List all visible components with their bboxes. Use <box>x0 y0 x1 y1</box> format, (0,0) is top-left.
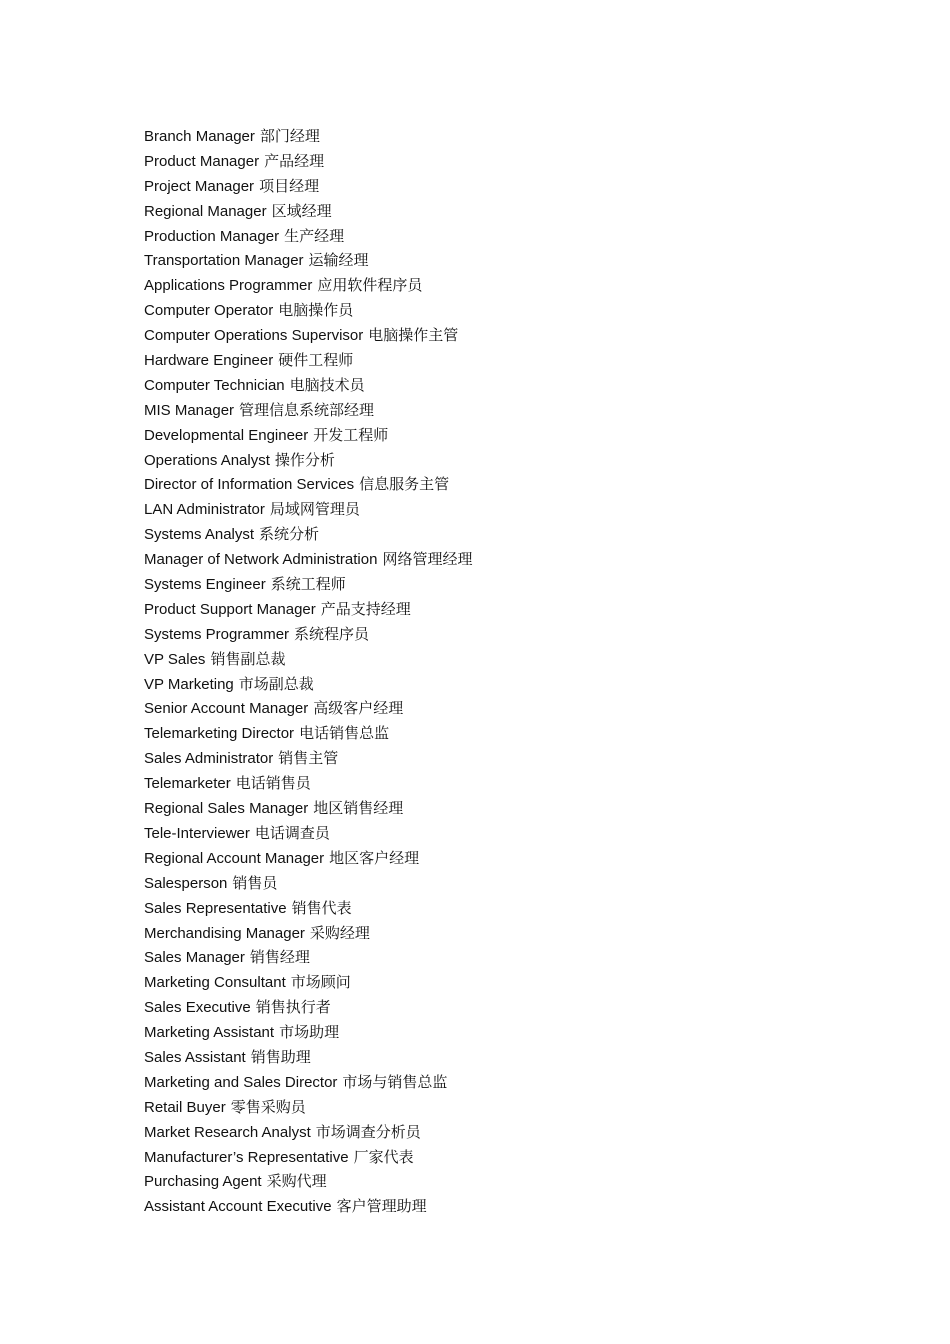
job-title-chinese: 采购经理 <box>309 923 370 942</box>
list-item <box>144 174 472 199</box>
list-item <box>144 1070 472 1095</box>
job-title-chinese: 销售执行者 <box>255 998 331 1017</box>
job-title-english: Assistant Account Executive <box>144 1198 332 1216</box>
job-title-english: Systems Engineer <box>144 576 266 594</box>
job-title-english: Director of Information Services <box>144 476 355 494</box>
list-item <box>144 771 472 796</box>
job-title-english: LAN Administrator <box>144 501 265 519</box>
list-item <box>144 1095 472 1120</box>
job-title-chinese: 市场助理 <box>279 1023 340 1042</box>
job-title-english: Tele-Interviewer <box>144 824 250 842</box>
job-title-english: Operations Analyst <box>144 451 270 469</box>
job-title-english: Telemarketing Director <box>144 725 295 743</box>
list-item <box>144 373 472 398</box>
job-title-english: VP Sales <box>144 650 206 668</box>
job-title-english: Branch Manager <box>144 128 255 145</box>
job-title-chinese: 地区客户经理 <box>329 848 420 867</box>
job-title-chinese: 系统分析 <box>259 525 320 544</box>
job-title-chinese: 区域经理 <box>271 201 332 220</box>
job-title-english: Purchasing Agent <box>144 1173 262 1191</box>
job-title-chinese: 系统工程师 <box>270 575 346 594</box>
job-title-english: Marketing Assistant <box>144 1024 275 1042</box>
job-title-chinese: 销售助理 <box>250 1047 311 1066</box>
job-title-chinese: 零售采购员 <box>230 1097 306 1116</box>
job-title-english: Systems Programmer <box>144 625 290 643</box>
job-title-english: Market Research Analyst <box>144 1123 311 1141</box>
list-item <box>144 273 472 298</box>
job-title-chinese: 销售副总裁 <box>210 649 286 668</box>
list-item <box>144 522 472 547</box>
list-item <box>144 597 472 622</box>
list-item <box>144 547 472 572</box>
job-title-english: Sales Representative <box>144 899 287 917</box>
list-item <box>144 721 472 746</box>
list-item <box>144 1020 472 1045</box>
job-title-chinese: 电话调查员 <box>254 823 330 842</box>
job-title-chinese: 销售经理 <box>249 948 310 967</box>
job-title-english: Applications Programmer <box>144 277 313 295</box>
job-title-english: Production Manager <box>144 227 280 245</box>
list-item <box>144 298 472 323</box>
job-title-chinese: 地区销售经理 <box>313 799 404 818</box>
job-title-chinese: 生产经理 <box>284 226 345 245</box>
job-title-english: Marketing and Sales Director <box>144 1073 338 1091</box>
job-title-chinese: 电脑技术员 <box>289 375 365 394</box>
job-title-english: VP Marketing <box>144 675 234 693</box>
list-item <box>144 423 472 448</box>
job-title-english: Systems Analyst <box>144 526 255 544</box>
job-title-list <box>144 124 472 1219</box>
job-title-chinese: 信息服务主管 <box>359 475 450 494</box>
list-item <box>144 1194 472 1219</box>
job-title-english: Computer Operator <box>144 302 274 320</box>
list-item <box>144 970 472 995</box>
job-title-english: Sales Manager <box>144 949 245 967</box>
job-title-english: Regional Sales Manager <box>144 800 309 818</box>
list-item <box>144 323 472 348</box>
list-item <box>144 448 472 473</box>
list-item <box>144 647 472 672</box>
list-item <box>144 1045 472 1070</box>
list-item <box>144 224 472 249</box>
job-title-chinese: 高级客户经理 <box>313 699 404 718</box>
list-item <box>144 945 472 970</box>
list-item <box>144 199 472 224</box>
job-title-english: Telemarketer <box>144 775 231 793</box>
job-title-english: Developmental Engineer <box>144 426 309 444</box>
list-item <box>144 696 472 721</box>
job-title-english: Manager of Network Administration <box>144 551 378 569</box>
job-title-chinese: 销售主管 <box>278 749 339 768</box>
job-title-chinese: 电话销售员 <box>235 774 311 793</box>
job-title-english: Regional Manager <box>144 202 267 220</box>
list-item <box>144 846 472 871</box>
job-title-english: Product Manager <box>144 152 260 170</box>
job-title-english: Salesperson <box>144 874 228 892</box>
job-title-chinese: 市场顾问 <box>290 973 351 992</box>
list-item <box>144 672 472 697</box>
list-item <box>144 1145 472 1170</box>
job-title-english: Marketing Consultant <box>144 974 286 992</box>
job-title-english: Merchandising Manager <box>144 924 305 942</box>
job-title-english: MIS Manager <box>144 401 235 419</box>
list-item <box>144 472 472 497</box>
job-title-chinese: 销售员 <box>232 873 278 892</box>
job-title-chinese: 电脑操作主管 <box>368 326 459 345</box>
job-title-chinese: 操作分析 <box>274 450 335 469</box>
job-title-chinese: 硬件工程师 <box>278 351 354 370</box>
job-title-chinese: 系统程序员 <box>294 624 370 643</box>
list-item <box>144 896 472 921</box>
job-title-chinese: 市场调查分析员 <box>315 1122 421 1141</box>
list-item <box>144 1120 472 1145</box>
job-title-chinese: 产品经理 <box>264 151 325 170</box>
job-title-english: Manufacturer’s Representative <box>144 1148 349 1166</box>
job-title-chinese: 应用软件程序员 <box>317 276 423 295</box>
job-title-english: Transportation Manager <box>144 252 304 270</box>
job-title-chinese: 产品支持经理 <box>320 599 411 618</box>
job-title-chinese: 局域网管理员 <box>269 500 360 519</box>
list-item <box>144 622 472 647</box>
job-title-english: Sales Executive <box>144 999 251 1017</box>
job-title-english: Sales Assistant <box>144 1048 246 1066</box>
job-title-chinese: 市场与销售总监 <box>342 1072 448 1091</box>
list-item <box>144 398 472 423</box>
list-item <box>144 921 472 946</box>
list-item <box>144 1169 472 1194</box>
list-item <box>144 796 472 821</box>
list-item <box>144 248 472 273</box>
list-item <box>144 124 472 149</box>
list-item <box>144 995 472 1020</box>
job-title-chinese: 市场副总裁 <box>238 674 314 693</box>
job-title-chinese: 销售代表 <box>291 898 352 917</box>
job-title-english: Senior Account Manager <box>144 700 309 718</box>
job-title-chinese: 厂家代表 <box>353 1147 414 1166</box>
list-item <box>144 871 472 896</box>
list-item <box>144 821 472 846</box>
job-title-english: Computer Operations Supervisor <box>144 327 364 345</box>
job-title-english: Hardware Engineer <box>144 352 274 370</box>
job-title-chinese: 电话销售总监 <box>299 724 390 743</box>
list-item <box>144 348 472 373</box>
job-title-chinese: 电脑操作员 <box>278 301 354 320</box>
job-title-chinese: 开发工程师 <box>313 425 389 444</box>
list-item <box>144 746 472 771</box>
job-title-english: Retail Buyer <box>144 1098 226 1116</box>
job-title-chinese: 运输经理 <box>308 251 369 270</box>
job-title-english: Sales Administrator <box>144 750 274 768</box>
job-title-chinese: 项目经理 <box>259 176 320 195</box>
job-title-chinese: 部门经理 <box>259 127 320 145</box>
job-title-chinese: 网络管理经理 <box>382 550 473 569</box>
list-item <box>144 572 472 597</box>
job-title-chinese: 管理信息系统部经理 <box>239 400 375 419</box>
list-item <box>144 149 472 174</box>
job-title-english: Project Manager <box>144 177 255 195</box>
job-title-chinese: 客户管理助理 <box>336 1197 427 1216</box>
job-title-english: Regional Account Manager <box>144 849 325 867</box>
job-title-chinese: 采购代理 <box>266 1172 327 1191</box>
list-item <box>144 497 472 522</box>
job-title-english: Product Support Manager <box>144 600 316 618</box>
job-title-english: Computer Technician <box>144 376 285 394</box>
